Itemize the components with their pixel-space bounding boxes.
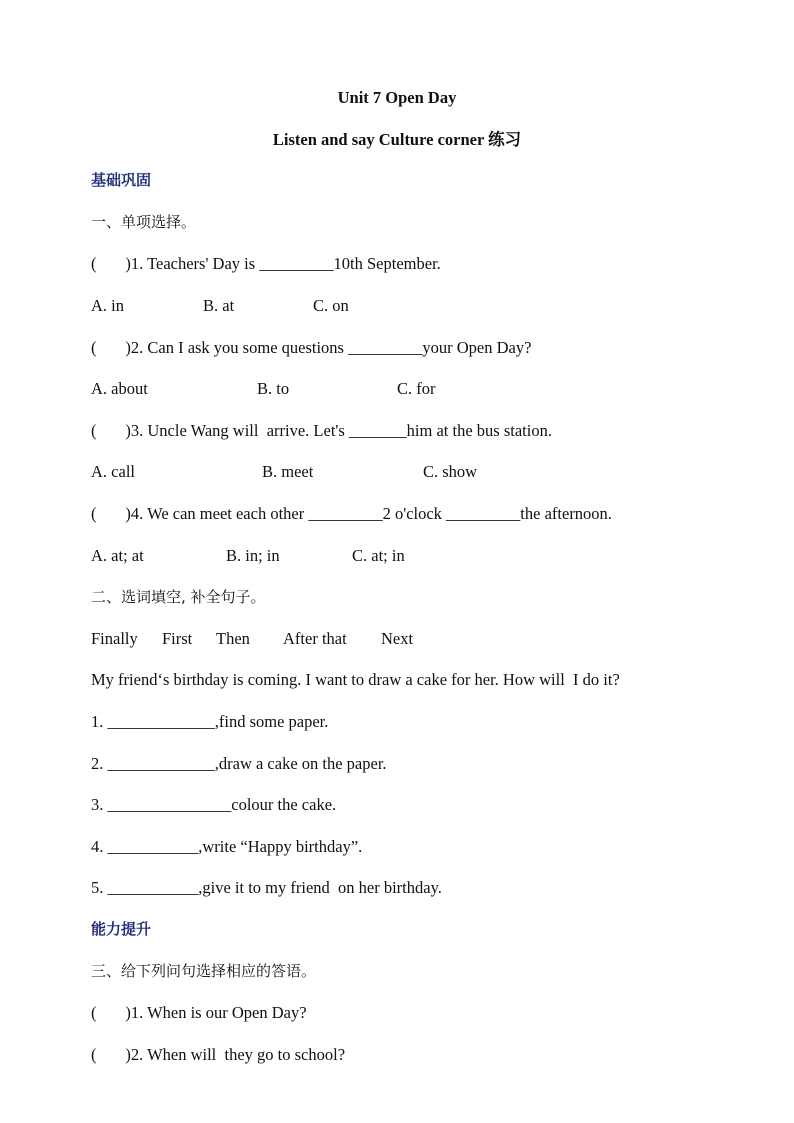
word-bank-item: Then bbox=[216, 629, 250, 648]
blank-line-1: 1. _____________,find some paper. bbox=[91, 712, 329, 731]
question-4-option-a: A. at; at bbox=[91, 546, 144, 565]
word-bank-item: Finally bbox=[91, 629, 138, 648]
word-bank-item: First bbox=[162, 629, 193, 648]
question-1-option-c: C. on bbox=[313, 296, 349, 315]
part3-question-1: ( )1. When is our Open Day? bbox=[91, 1003, 307, 1022]
blank-line-2: 2. _____________,draw a cake on the paper. bbox=[91, 754, 387, 773]
part2-title: 二、选词填空, 补全句子。 bbox=[91, 588, 266, 606]
part3-question-2: ( )2. When will they go to school? bbox=[91, 1045, 346, 1064]
question-4-stem: ( )4. We can meet each other _________2 o'clock _________the afternoon. bbox=[91, 504, 612, 523]
blank-line-5: 5. ___________,give it to my friend on her birthday. bbox=[91, 878, 442, 897]
question-2-option-b: B. to bbox=[257, 379, 290, 398]
page-subtitle bbox=[0, 130, 794, 150]
question-3-option-c: C. show bbox=[423, 462, 478, 481]
question-3-option-b: B. meet bbox=[262, 462, 314, 481]
question-2-option-a: A. about bbox=[91, 379, 148, 398]
word-bank-item: Next bbox=[381, 629, 414, 648]
question-3-option-a: A. call bbox=[91, 462, 135, 481]
word-bank-item: After that bbox=[283, 629, 347, 648]
section-heading-basic: 基础巩固 bbox=[91, 171, 152, 189]
question-1-option-a: A. in bbox=[91, 296, 124, 315]
section-heading-advanced: 能力提升 bbox=[91, 920, 152, 938]
part3-title: 三、给下列问句选择相应的答语。 bbox=[91, 962, 317, 980]
question-3-stem: ( )3. Uncle Wang will arrive. Let's _______him at the bus station. bbox=[91, 421, 552, 440]
question-1-option-b: B. at bbox=[203, 296, 235, 315]
blank-line-4: 4. ___________,write “Happy birthday”. bbox=[91, 837, 363, 856]
blank-line-3: 3. _______________colour the cake. bbox=[91, 795, 337, 814]
page-subtitle-text: Listen and say Culture corner 练习 bbox=[272, 130, 522, 149]
question-1-stem: ( )1. Teachers' Day is _________10th September. bbox=[91, 254, 441, 273]
page-title: Unit 7 Open Day bbox=[337, 88, 457, 107]
question-2-option-c: C. for bbox=[397, 379, 436, 398]
passage-text: My friend‘s birthday is coming. I want to draw a cake for her. How will I do it? bbox=[91, 670, 620, 689]
question-2-stem: ( )2. Can I ask you some questions _________your Open Day? bbox=[91, 338, 532, 357]
part1-title: 一、单项选择。 bbox=[91, 213, 197, 231]
question-4-option-c: C. at; in bbox=[352, 546, 405, 565]
question-4-option-b: B. in; in bbox=[226, 546, 280, 565]
